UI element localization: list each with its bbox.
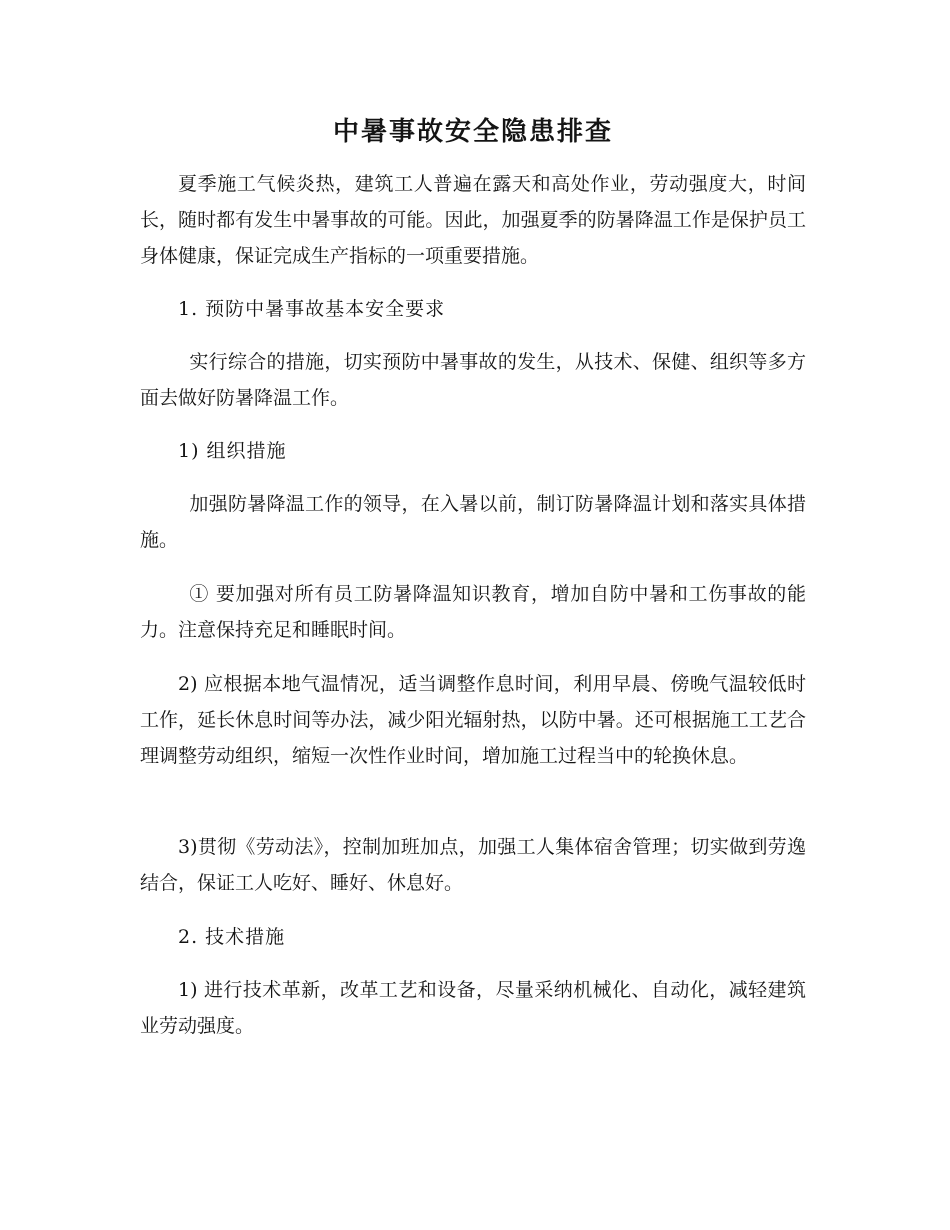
document-title: 中暑事故安全隐患排查 — [332, 117, 613, 147]
paragraph-comprehensive-measures: 实行综合的措施，切实预防中暑事故的发生，从技术、保健、组织等多方面去做好防暑降温工作。 — [140, 351, 806, 409]
intro-paragraph: 夏季施工气候炎热，建筑工人普遍在露天和高处作业，劳动强度大，时间长，随时都有发生中暑事故的可能。因此，加强夏季的防暑降温工作是保护员工身体健康，保证完成生产指标的一项重要措施。 — [140, 173, 806, 267]
paragraph-labor-law: 3)贯彻《劳动法》，控制加班加点，加强工人集体宿舍管理；切实做到劳逸结合，保证工人吃好、睡好、休息好。 — [140, 836, 806, 894]
paragraph-education: ① 要加强对所有员工防暑降温知识教育，增加自防中暑和工伤事故的能力。注意保持充足和睡眠时间。 — [140, 583, 806, 641]
document-page — [140, 0, 806, 1230]
section-heading-2: 2. 技术措施 — [178, 926, 286, 948]
paragraph-leadership: 加强防暑降温工作的领导，在入暑以前，制订防暑降温计划和落实具体措施。 — [140, 493, 806, 551]
section-heading-1: 1. 预防中暑事故基本安全要求 — [178, 298, 446, 320]
subheading-organizational-measures: 1) 组织措施 — [178, 440, 287, 462]
paragraph-technical-innovation: 1) 进行技术革新，改革工艺和设备，尽量采纳机械化、自动化，减轻建筑业劳动强度。 — [140, 979, 806, 1037]
paragraph-schedule-adjustment: 2) 应根据本地气温情况，适当调整作息时间，利用早晨、傍晚气温较低时工作，延长休息时间等办法，减少阳光辐射热，以防中暑。还可根据施工工艺合理调整劳动组织，缩短一次性作业时间，增加施工过程当中的轮换休息。 — [140, 673, 806, 767]
